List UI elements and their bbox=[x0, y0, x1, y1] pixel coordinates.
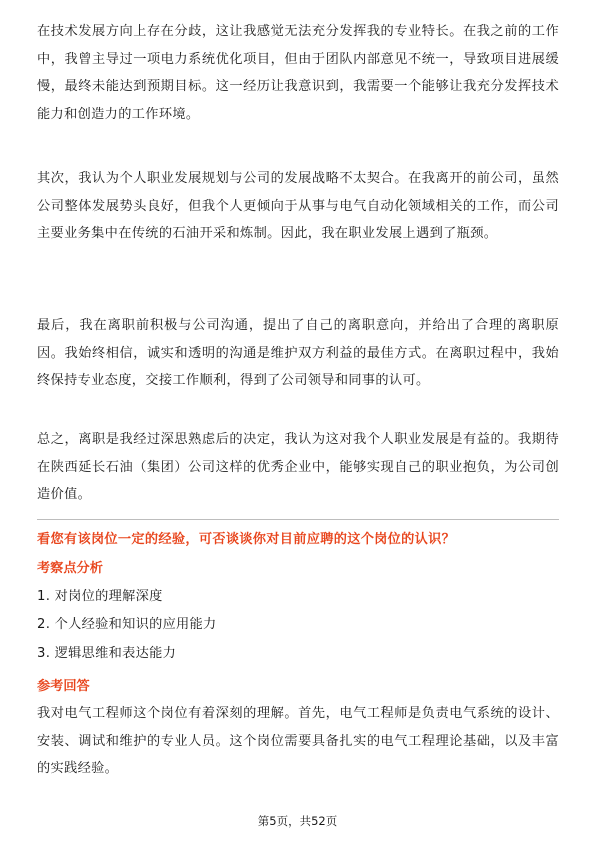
analysis-item-2: 2. 个人经验和知识的应用能力 bbox=[37, 617, 217, 632]
interview-question: 看您有该岗位一定的经验，可否谈谈你对目前应聘的这个岗位的认识？ bbox=[37, 532, 456, 547]
analysis-item-3: 3. 逻辑思维和表达能力 bbox=[37, 646, 177, 661]
answer-paragraph: 我对电气工程师这个岗位有着深刻的理解。首先，电气工程师是负责电气系统的设计、安装、调试和维护的专业人员。这个岗位需要具备扎实的电气工程理论基础，以及丰富的实践经验。 bbox=[37, 706, 559, 776]
analysis-item-1: 1. 对岗位的理解深度 bbox=[37, 589, 163, 604]
body-paragraph-2: 其次，我认为个人职业发展规划与公司的发展战略不太契合。在我离开的前公司，虽然公司整体发展势头良好，但我个人更倾向于从事与电气自动化领域相关的工作，而公司主要业务集中在传统的石油开采和炼制。因此，我在职业发展上遇到了瓶颈。 bbox=[37, 171, 559, 241]
analysis-heading: 考察点分析 bbox=[37, 561, 103, 576]
section-divider bbox=[37, 519, 559, 520]
body-paragraph-1: 在技术发展方向上存在分歧，这让我感觉无法充分发挥我的专业特长。在我之前的工作中，我曾主导过一项电力系统优化项目，但由于团队内部意见不统一，导致项目进展缓慢，最终未能达到预期目标。这一经历让我意识到，我需要一个能够让我充分发挥技术能力和创造力的工作环境。 bbox=[37, 24, 559, 122]
body-paragraph-3: 最后，我在离职前积极与公司沟通，提出了自己的离职意向，并给出了合理的离职原因。我始终相信，诚实和透明的沟通是维护双方利益的最佳方式。在离职过程中，我始终保持专业态度，交接工作顺利，得到了公司领导和同事的认可。 bbox=[37, 318, 559, 388]
body-paragraph-4: 总之，离职是我经过深思熟虑后的决定，我认为这对我个人职业发展是有益的。我期待在陕西延长石油（集团）公司这样的优秀企业中，能够实现自己的职业抱负，为公司创造价值。 bbox=[37, 432, 559, 502]
answer-heading: 参考回答 bbox=[37, 679, 90, 694]
page-number-footer: 第5页，共52页 bbox=[257, 814, 338, 828]
